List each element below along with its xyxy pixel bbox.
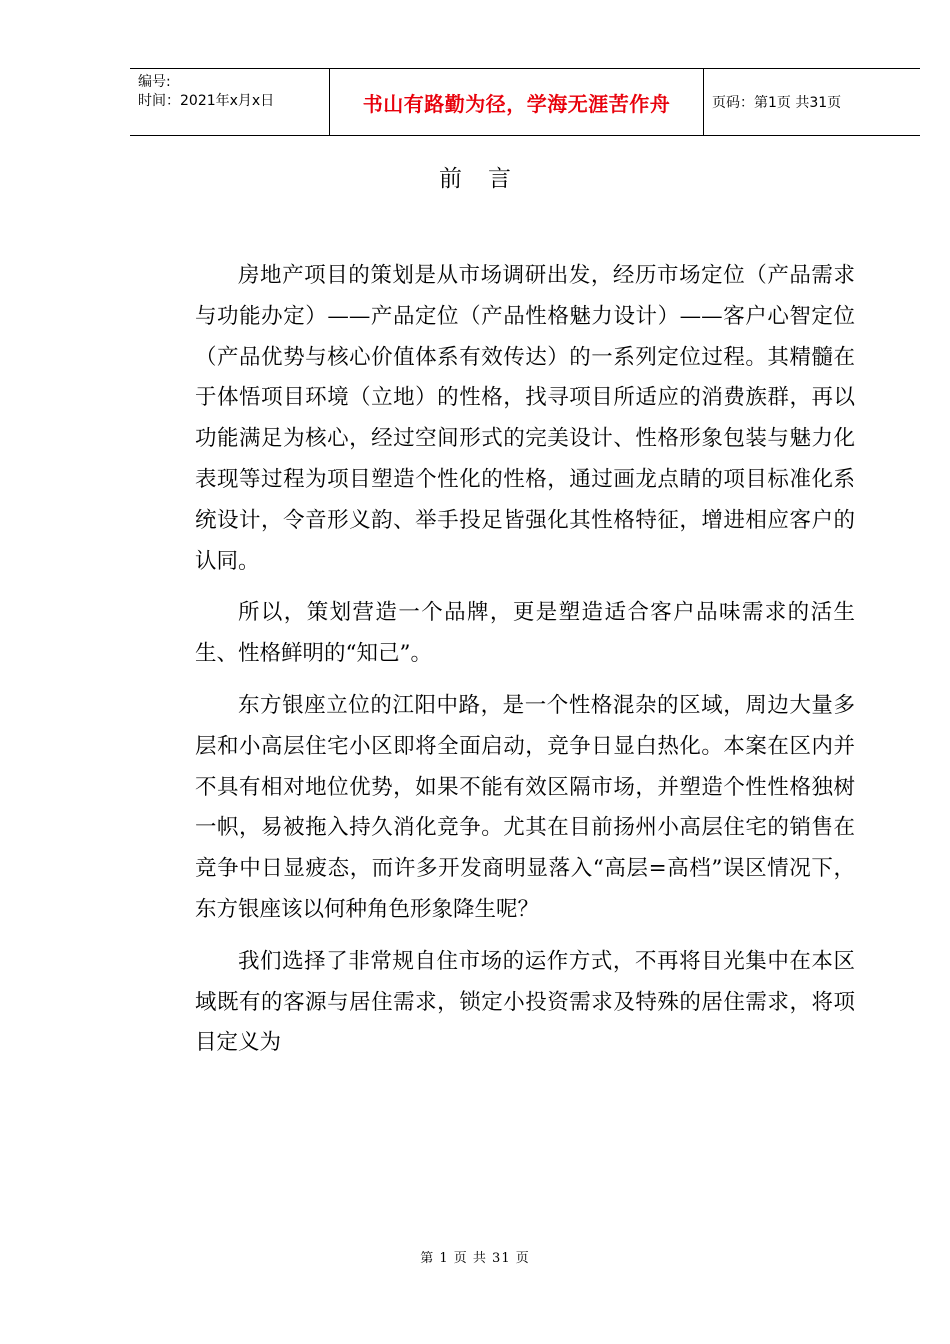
document-number-label: 编号: [138, 74, 171, 90]
page-footer: 第 1 页 共 31 页 [420, 1251, 530, 1266]
paragraph-1: 房地产项目的策划是从市场调研出发，经历市场定位（产品需求与功能办定）——产品定位（产品性格魅力设计）——客户心智定位（产品优势与核心价值体系有效传达）的一系列定位过程。其精髓在于体悟项目环境（立地）的性格，找寻项目所适应的消费族群，再以功能满足为核心，经过空间形式的完美设计、性格形象包装与魅力化表现等过程为项目塑造个性化的性格，通过画龙点睛的项目标准化系统设计，令音形义韵、举手投足皆强化其性格特征，增进相应客户的认同。 [195, 263, 855, 574]
document-body [195, 256, 855, 1075]
header-meta [130, 69, 330, 135]
document-time-label: 时间：2021年x月x日 [138, 93, 275, 109]
page-header [130, 68, 920, 136]
paragraph-4: 我们选择了非常规自住市场的运作方式，不再将目光集中在本区域既有的客源与居住需求，锁定小投资需求及特殊的居住需求，将项目定义为 [195, 948, 855, 1056]
paragraph-2: 所以，策划营造一个品牌，更是塑造适合客户品味需求的活生生、性格鲜明的“知己”。 [195, 600, 855, 667]
header-page-info: 页码：第1页 共31页 [712, 95, 842, 111]
paragraph-3: 东方银座立位的江阳中路，是一个性格混杂的区域，周边大量多层和小高层住宅小区即将全面启动，竞争日显白热化。本案在区内并不具有相对地位优势，如果不能有效区隔市场，并塑造个性性格独树一帜，易被拖入持久消化竞争。尤其在目前扬州小高层住宅的销售在竞争中日显疲态，而许多开发商明显落入“高层=高档”误区情况下，东方银座该以何种角色形象降生呢？ [195, 692, 855, 922]
document-title: 前言 [439, 166, 537, 192]
header-motto: 书山有路勤为径，学海无涯苦作舟 [362, 91, 671, 116]
header-motto-cell [330, 69, 704, 135]
header-page-cell [704, 69, 920, 135]
